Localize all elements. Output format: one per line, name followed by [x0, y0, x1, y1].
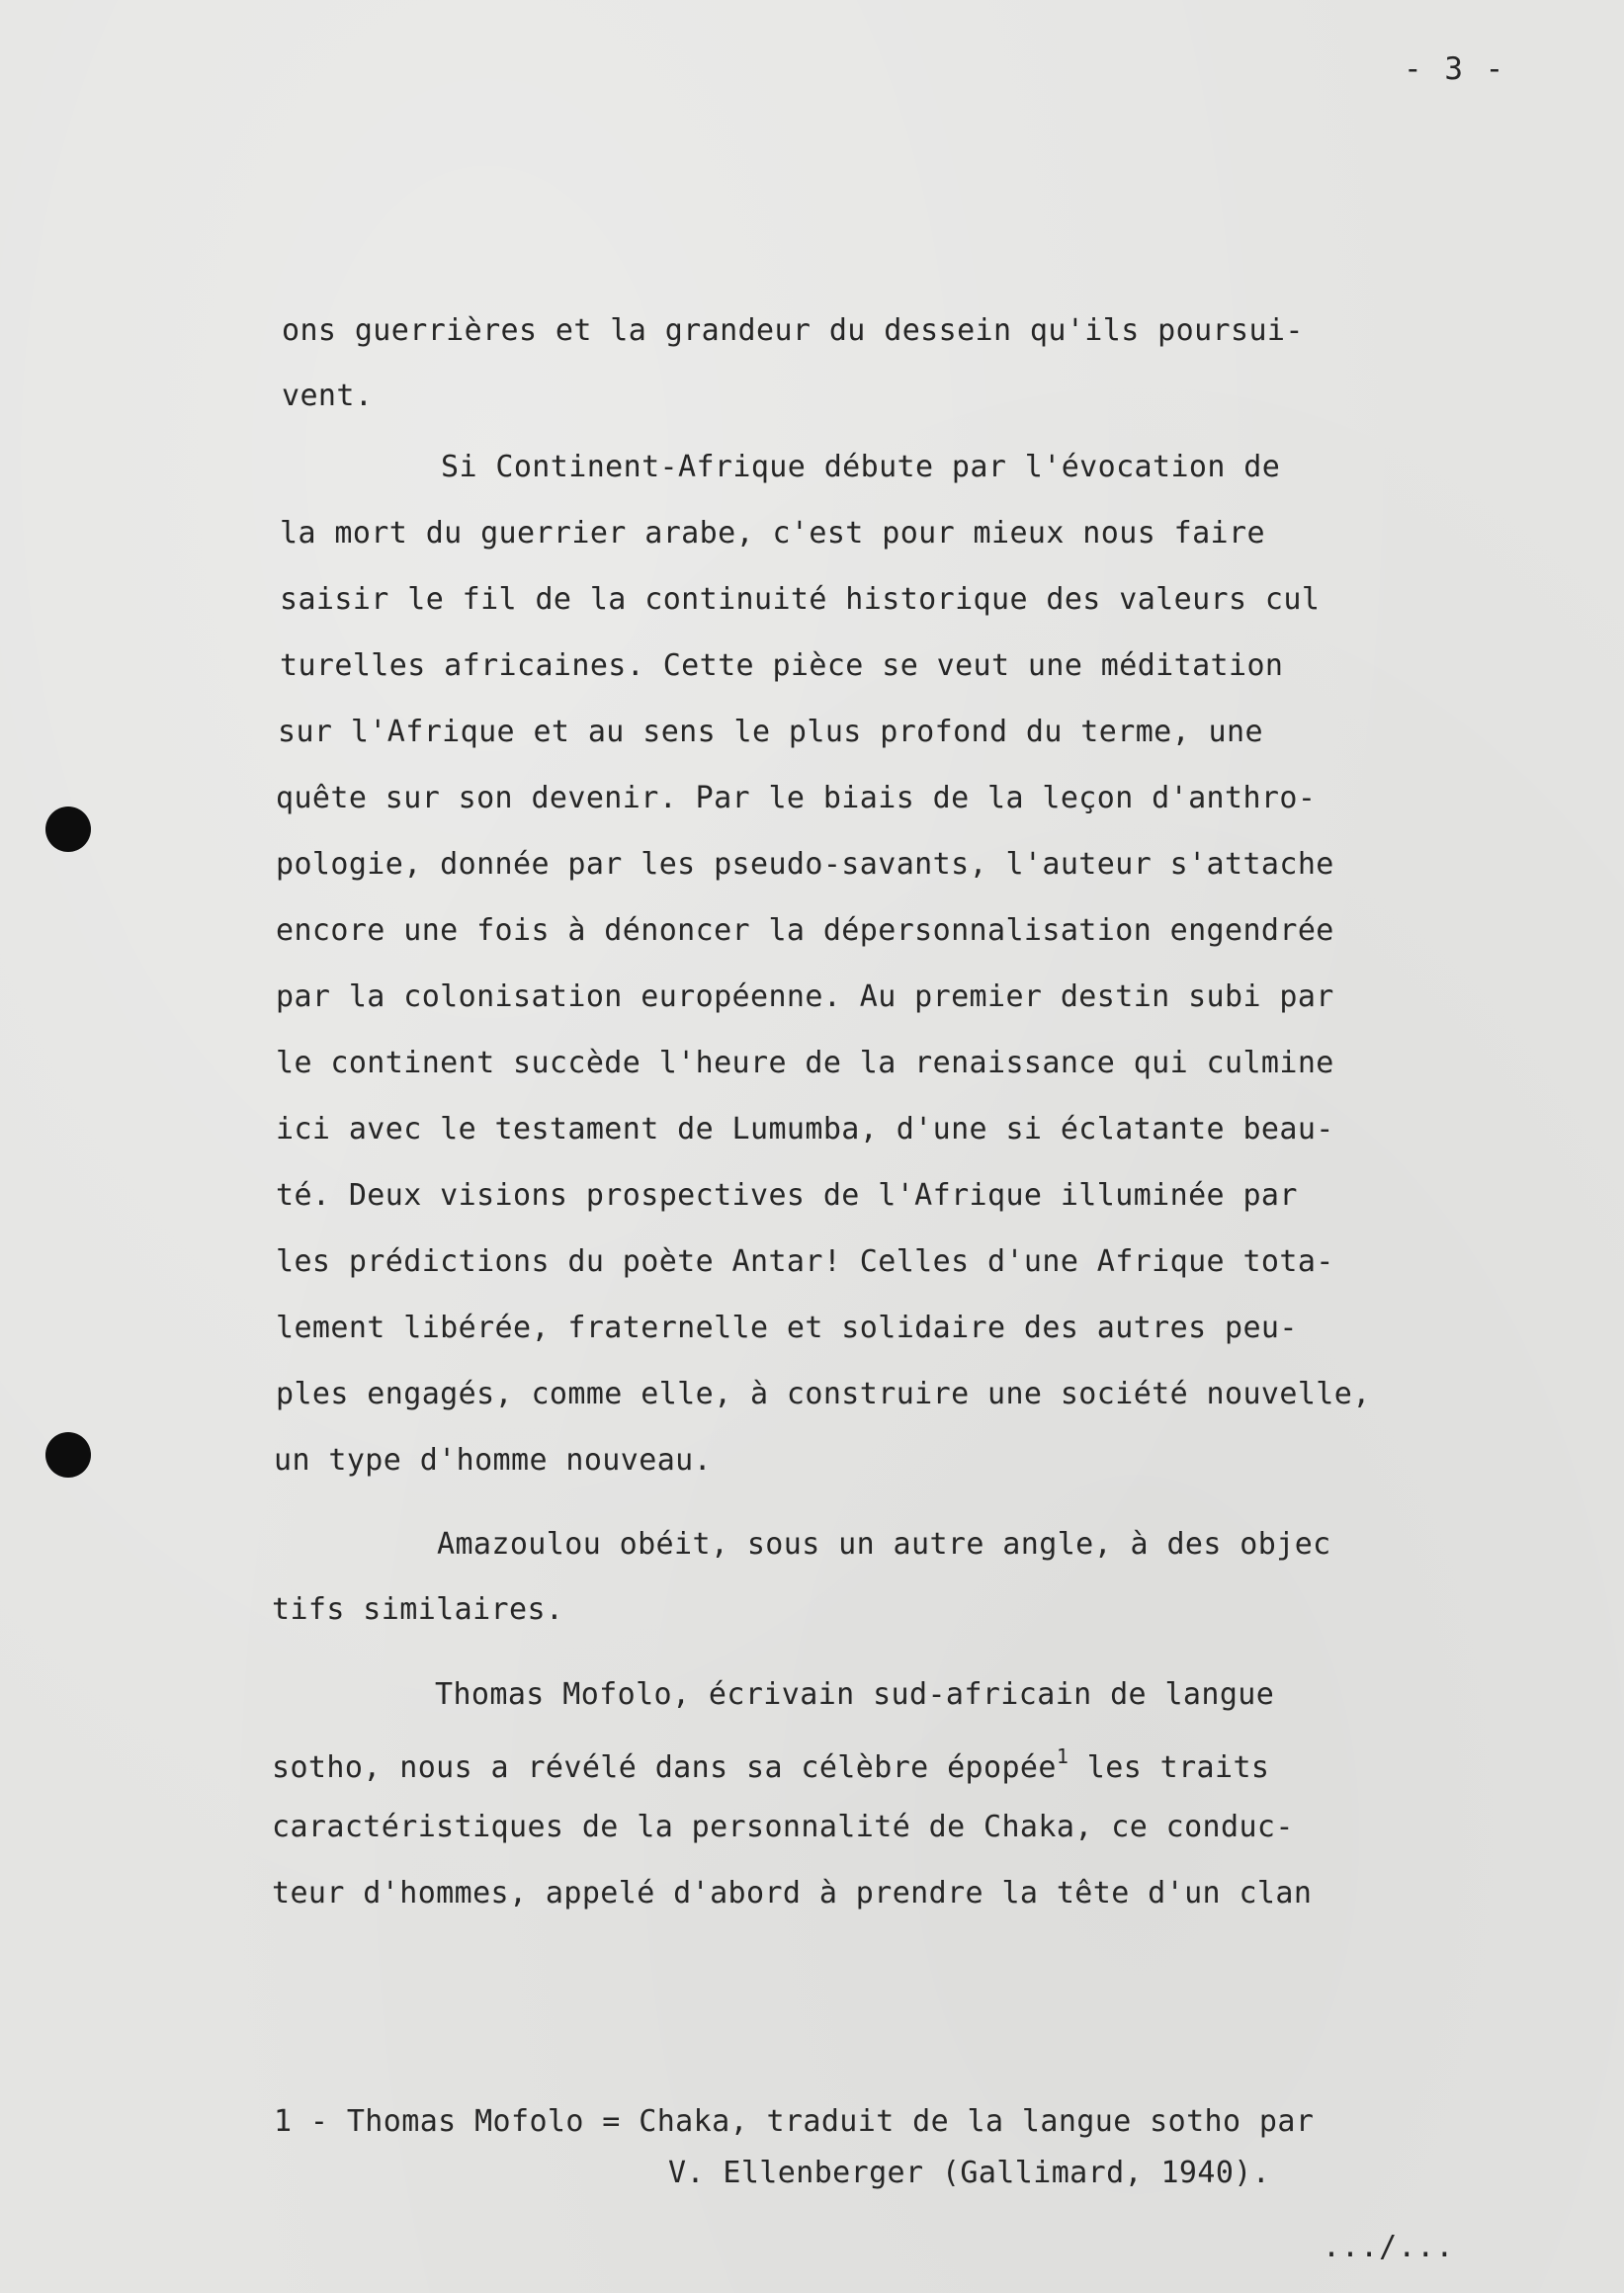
text-line: vent. [282, 379, 374, 413]
footnote-line: V. Ellenberger (Gallimard, 1940). [668, 2156, 1271, 2190]
text-line: ici avec le testament de Lumumba, d'une si éclatante beau- [276, 1112, 1334, 1146]
footnote-line: 1 - Thomas Mofolo = Chaka, traduit de la langue sotho par [274, 2104, 1315, 2139]
continuation-mark: .../... [1323, 2230, 1455, 2264]
text-line: teur d'hommes, appelé d'abord à prendre la tête d'un clan [272, 1876, 1313, 1911]
text-line: les prédictions du poète Antar! Celles d'une Afrique tota- [276, 1244, 1334, 1279]
text-span: les traits [1068, 1750, 1270, 1785]
text-line: caractéristiques de la personnalité de Chaka, ce conduc- [272, 1810, 1294, 1844]
text-line: un type d'homme nouveau. [274, 1443, 713, 1478]
text-line: pologie, donnée par les pseudo-savants, l'auteur s'attache [276, 847, 1334, 882]
text-line: la mort du guerrier arabe, c'est pour mieux nous faire [280, 516, 1265, 551]
text-line: le continent succède l'heure de la renaissance qui culmine [276, 1046, 1334, 1080]
text-line: lement libérée, fraternelle et solidaire des autres peu- [276, 1311, 1298, 1345]
text-line: tifs similaires. [272, 1592, 564, 1627]
text-line-with-footnote [272, 1746, 1269, 1783]
text-line: Si Continent-Afrique débute par l'évocation de [441, 450, 1281, 484]
text-line: ons guerrières et la grandeur du dessein qu'ils poursui- [282, 313, 1304, 348]
punch-hole [45, 1432, 91, 1478]
text-line: Amazoulou obéit, sous un autre angle, à des objec [437, 1527, 1331, 1562]
text-line: turelles africaines. Cette pièce se veut une méditation [280, 648, 1284, 683]
footnote-reference: 1 [1056, 1744, 1069, 1768]
text-line: quête sur son devenir. Par le biais de la leçon d'anthro- [276, 781, 1317, 815]
text-line: encore une fois à dénoncer la dépersonnalisation engendrée [276, 913, 1334, 948]
text-line: té. Deux visions prospectives de l'Afrique illuminée par [276, 1178, 1298, 1213]
text-span: sotho, nous a révélé dans sa célèbre épopée [272, 1750, 1057, 1785]
text-line: par la colonisation européenne. Au premier destin subi par [276, 979, 1334, 1014]
text-line: Thomas Mofolo, écrivain sud-africain de langue [435, 1677, 1275, 1712]
page-number: - 3 - [1404, 51, 1506, 87]
text-line: sur l'Afrique et au sens le plus profond du terme, une [278, 715, 1263, 749]
punch-hole [45, 807, 91, 852]
text-line: ples engagés, comme elle, à construire une société nouvelle, [276, 1377, 1371, 1411]
text-line: saisir le fil de la continuité historique des valeurs cul [280, 582, 1321, 617]
